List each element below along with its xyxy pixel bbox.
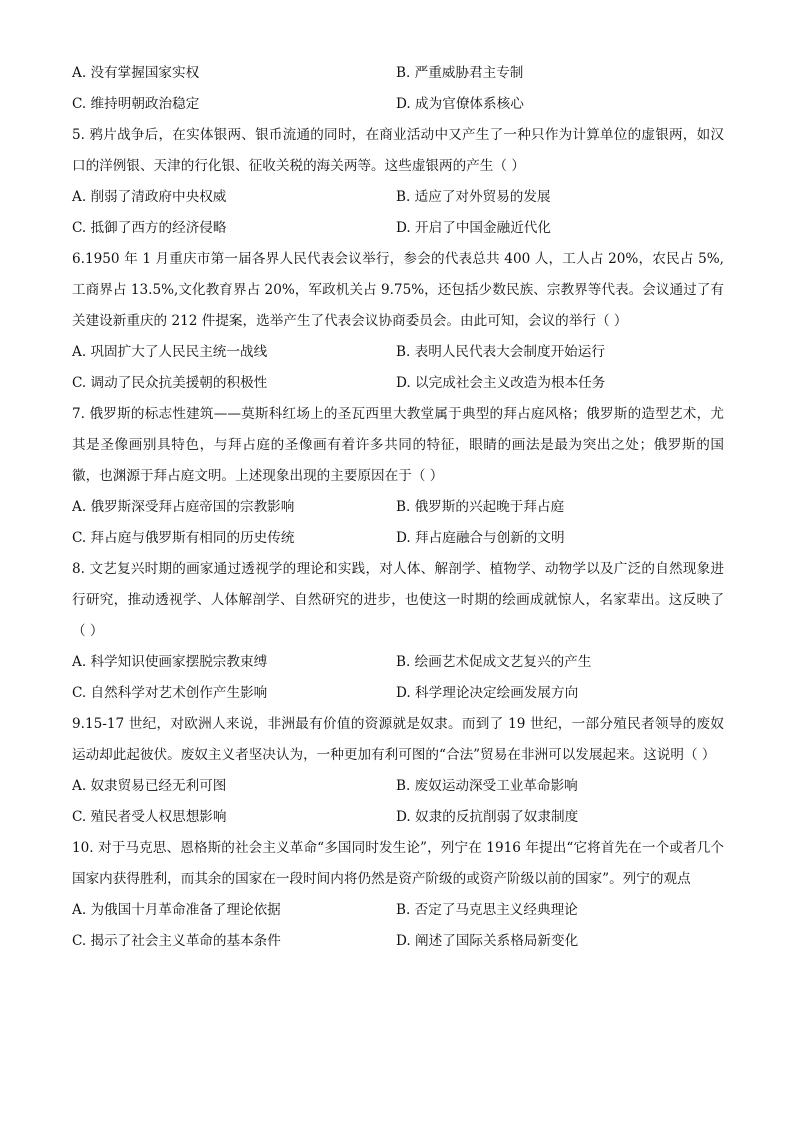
q6-stem: 6.1950 年 1 月重庆市第一届各界人民代表会议举行，参会的代表总共 400 人，工人占 20%，农民占 5%,工商界占 13.5%,文化教育界占 20%，军政机关占 9.75%，还包括少数民族、宗教界等代表。会议通过了有关建设新重庆的 212 件提案，选举产生了代表会议协商委员会。由此可知，会议的举行（ ） [72, 251, 724, 329]
q8-options-row-2 [72, 678, 724, 709]
q4-options-row-2 [72, 89, 724, 120]
q10-options-row-1 [72, 895, 724, 926]
q4-option-c: C. 维持明朝政治稳定 [72, 96, 200, 112]
q5-option-d: D. 开启了中国金融近代化 [396, 220, 551, 236]
exam-page [72, 58, 724, 957]
q10-stem: 10. 对于马克思、恩格斯的社会主义革命“多国同时发生论”，列宁在 1916 年提出“它将首先在一个或者几个国家内获得胜利，而其余的国家在一段时间内将仍然是资产阶级的或资产阶级以前的国家”。列宁的观点 [72, 840, 724, 887]
q10-options-row-2 [72, 926, 724, 957]
q4-option-b: B. 严重威胁君主专制 [396, 65, 524, 81]
q6-option-b: B. 表明人民代表大会制度开始运行 [396, 344, 605, 360]
q5-option-c: C. 抵御了西方的经济侵略 [72, 220, 227, 236]
q6-option-c: C. 调动了民众抗美援朝的积极性 [72, 375, 268, 391]
q7-option-b: B. 俄罗斯的兴起晚于拜占庭 [396, 499, 565, 515]
q7-option-d: D. 拜占庭融合与创新的文明 [396, 530, 565, 546]
q7-option-a: A. 俄罗斯深受拜占庭帝国的宗教影响 [72, 499, 295, 515]
q8-option-d: D. 科学理论决定绘画发展方向 [396, 685, 579, 701]
q8-option-a: A. 科学知识使画家摆脱宗教束缚 [72, 654, 268, 670]
q5-stem: 5. 鸦片战争后，在实体银两、银币流通的同时，在商业活动中又产生了一种只作为计算单位的虚银两，如汉口的洋例银、天津的行化银、征收关税的海关两等。这些虚银两的产生（ ） [72, 127, 724, 174]
q9-options-row-1 [72, 771, 724, 802]
q8-option-b: B. 绘画艺术促成文艺复兴的产生 [396, 654, 592, 670]
q6-options-row-1 [72, 337, 724, 368]
q8-options-row-1 [72, 647, 724, 678]
q5-option-b: B. 适应了对外贸易的发展 [396, 189, 551, 205]
q6-options-row-2 [72, 368, 724, 399]
q4-options-row-1 [72, 58, 724, 89]
q10-option-b: B. 否定了马克思主义经典理论 [396, 902, 578, 918]
q9-option-c: C. 殖民者受人权思想影响 [72, 809, 227, 825]
q5-options-row-2 [72, 213, 724, 244]
q6-option-d: D. 以完成社会主义改造为根本任务 [396, 375, 606, 391]
q8-stem: 8. 文艺复兴时期的画家通过透视学的理论和实践，对人体、解剖学、植物学、动物学以及广泛的自然现象进行研究，推动透视学、人体解剖学、自然研究的进步，也使这一时期的绘画成就惊人，名家辈出。这反映了（ ） [72, 561, 724, 639]
q4-option-a: A. 没有掌握国家实权 [72, 65, 200, 81]
q5-option-a: A. 削弱了清政府中央权威 [72, 189, 227, 205]
q4-option-d: D. 成为官僚体系核心 [396, 96, 524, 112]
q10-option-a: A. 为俄国十月革命准备了理论依据 [72, 902, 281, 918]
q5-options-row-1 [72, 182, 724, 213]
q7-options-row-2 [72, 523, 724, 554]
q9-option-d: D. 奴隶的反抗削弱了奴隶制度 [396, 809, 579, 825]
q7-option-c: C. 拜占庭与俄罗斯有相同的历史传统 [72, 530, 295, 546]
q9-stem: 9.15-17 世纪，对欧洲人来说，非洲最有价值的资源就是奴隶。而到了 19 世纪，一部分殖民者领导的废奴运动却此起彼伏。废奴主义者坚决认为，一种更加有利可图的“合法”贸易在非洲可以发展起来。这说明（ ） [72, 716, 724, 763]
q10-option-d: D. 阐述了国际关系格局新变化 [396, 933, 579, 949]
q7-stem: 7. 俄罗斯的标志性建筑——莫斯科红场上的圣瓦西里大教堂属于典型的拜占庭风格；俄罗斯的造型艺术，尤其是圣像画别具特色，与拜占庭的圣像画有着许多共同的特征，眼睛的画法是最为突出之处；俄罗斯的国徽，也渊源于拜占庭文明。上述现象出现的主要原因在于（ ） [72, 406, 724, 484]
q9-options-row-2 [72, 802, 724, 833]
q9-option-b: B. 废奴运动深受工业革命影响 [396, 778, 578, 794]
q9-option-a: A. 奴隶贸易已经无利可图 [72, 778, 227, 794]
q7-options-row-1 [72, 492, 724, 523]
q10-option-c: C. 揭示了社会主义革命的基本条件 [72, 933, 281, 949]
q8-option-c: C. 自然科学对艺术创作产生影响 [72, 685, 268, 701]
q6-option-a: A. 巩固扩大了人民民主统一战线 [72, 344, 268, 360]
